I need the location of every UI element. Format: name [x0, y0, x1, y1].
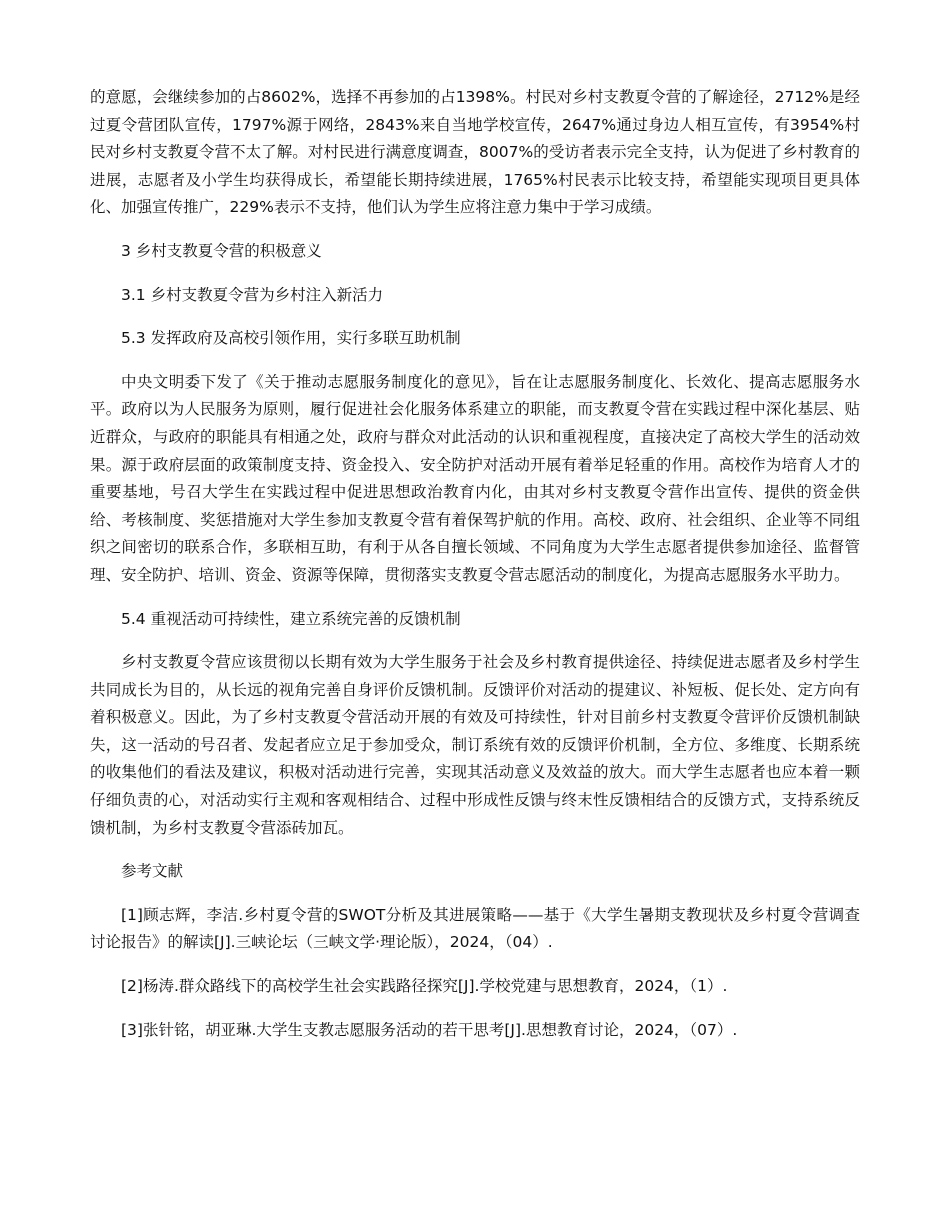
reference-item: [1]顾志辉，李洁.乡村夏令营的SWOT分析及其进展策略——基于《大学生暑期支教现状及乡村夏令营调查讨论报告》的解读[J].三峡论坛（三峡文学·理论版），2024，（04）.	[90, 905, 860, 952]
intro-paragraph: 的意愿，会继续参加的占8602%，选择不再参加的占1398%。村民对乡村支教夏令营的了解途径，2712%是经过夏令营团队宣传，1797%源于网络，2843%来自当地学校宣传，2647%通过身边人相互宣传，有3954%村民对乡村支教夏令营不太了解。对村民进行满意度调查，8007%的受访者表示完全支持，认为促进了乡村教育的进展，志愿者及小学生均获得成长，希望能长期持续进展，1765%村民表示比较支持，希望能实现项目更具体化、加强宣传推广，229%表示不支持，他们认为学生应将注意力集中于学习成绩。	[90, 88, 860, 217]
section-heading-5-4: 5.4 重视活动可持续性，建立系统完善的反馈机制	[121, 609, 461, 628]
section-heading-3: 3 乡村支教夏令营的积极意义	[121, 241, 322, 260]
document-page	[90, 84, 860, 1060]
reference-item: [3]张针铭，胡亚琳.大学生支教志愿服务活动的若干思考[J].思想教育讨论，2024，（07）.	[121, 1020, 738, 1039]
paragraph-5-3: 中央文明委下发了《关于推动志愿服务制度化的意见》，旨在让志愿服务制度化、长效化、提高志愿服务水平。政府以为人民服务为原则，履行促进社会化服务体系建立的职能，而支教夏令营在实践过程中深化基层、贴近群众，与政府的职能具有相通之处，政府与群众对此活动的认识和重视程度，直接决定了高校大学生的活动效果。源于政府层面的政策制度支持、资金投入、安全防护对活动开展有着举足轻重的作用。高校作为培育人才的重要基地，号召大学生在实践过程中促进思想政治教育内化，由其对乡村支教夏令营作出宣传、提供的资金供给、考核制度、奖惩措施对大学生参加支教夏令营有着保驾护航的作用。高校、政府、社会组织、企业等不同组织之间密切的联系合作，多联相互助，有利于从各自擅长领域、不同角度为大学生志愿者提供参加途径、监督管理、安全防护、培训、资金、资源等保障，贯彻落实支教夏令营志愿活动的制度化，为提高志愿服务水平助力。	[90, 372, 860, 584]
paragraph-5-4: 乡村支教夏令营应该贯彻以长期有效为大学生服务于社会及乡村教育提供途径、持续促进志愿者及乡村学生共同成长为目的，从长远的视角完善自身评价反馈机制。反馈评价对活动的提建议、补短板、促长处、定方向有着积极意义。因此，为了乡村支教夏令营活动开展的有效及可持续性，针对目前乡村支教夏令营评价反馈机制缺失，这一活动的号召者、发起者应立足于参加受众，制订系统有效的反馈评价机制，全方位、多维度、长期系统的收集他们的看法及建议，积极对活动进行完善，实现其活动意义及效益的放大。而大学生志愿者也应本着一颗仔细负责的心，对活动实行主观和客观相结合、过程中形成性反馈与终末性反馈相结合的反馈方式，支持系统反馈机制，为乡村支教夏令营添砖加瓦。	[90, 653, 860, 837]
section-heading-5-3: 5.3 发挥政府及高校引领作用，实行多联互助机制	[121, 329, 461, 348]
reference-item: [2]杨涛.群众路线下的高校学生社会实践路径探究[J].学校党建与思想教育，2024，（1）.	[121, 977, 728, 996]
references-title: 参考文献	[121, 862, 184, 881]
section-heading-3-1: 3.1 乡村支教夏令营为乡村注入新活力	[121, 285, 384, 304]
